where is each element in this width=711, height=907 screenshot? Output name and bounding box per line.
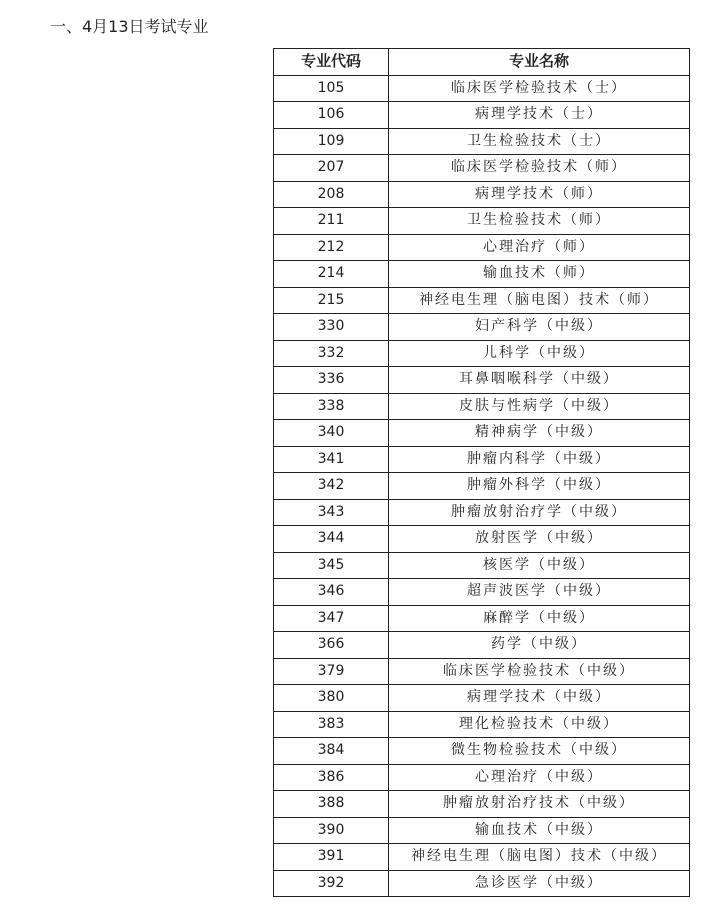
major-name: 核医学（中级） bbox=[389, 552, 690, 579]
table-header-row bbox=[274, 49, 690, 76]
exam-majors-table bbox=[273, 48, 690, 897]
major-name: 肿瘤放射治疗技术（中级） bbox=[389, 791, 690, 818]
major-name: 耳鼻咽喉科学（中级） bbox=[389, 367, 690, 394]
major-name: 妇产科学（中级） bbox=[389, 314, 690, 341]
major-code: 346 bbox=[274, 579, 389, 606]
major-name: 放射医学（中级） bbox=[389, 526, 690, 553]
major-code: 380 bbox=[274, 685, 389, 712]
major-name: 卫生检验技术（师） bbox=[389, 208, 690, 235]
major-name: 病理学技术（中级） bbox=[389, 685, 690, 712]
major-name: 儿科学（中级） bbox=[389, 340, 690, 367]
major-name: 输血技术（师） bbox=[389, 261, 690, 288]
major-name: 麻醉学（中级） bbox=[389, 605, 690, 632]
major-code: 208 bbox=[274, 181, 389, 208]
major-name: 临床医学检验技术（中级） bbox=[389, 658, 690, 685]
table-row bbox=[274, 791, 690, 818]
table-row bbox=[274, 446, 690, 473]
table-row bbox=[274, 711, 690, 738]
major-name: 心理治疗（中级） bbox=[389, 764, 690, 791]
table-row bbox=[274, 764, 690, 791]
major-code: 109 bbox=[274, 128, 389, 155]
major-code: 392 bbox=[274, 870, 389, 897]
major-name: 心理治疗（师） bbox=[389, 234, 690, 261]
major-name: 精神病学（中级） bbox=[389, 420, 690, 447]
major-code: 211 bbox=[274, 208, 389, 235]
table-row bbox=[274, 75, 690, 102]
major-code: 336 bbox=[274, 367, 389, 394]
table-row bbox=[274, 287, 690, 314]
major-code: 212 bbox=[274, 234, 389, 261]
section-heading: 一、4月13日考试专业 bbox=[50, 17, 209, 36]
major-name: 病理学技术（士） bbox=[389, 102, 690, 129]
major-code: 345 bbox=[274, 552, 389, 579]
table-row bbox=[274, 685, 690, 712]
major-name: 肿瘤外科学（中级） bbox=[389, 473, 690, 500]
table-row bbox=[274, 102, 690, 129]
major-name: 临床医学检验技术（师） bbox=[389, 155, 690, 182]
table-row bbox=[274, 128, 690, 155]
major-name: 肿瘤内科学（中级） bbox=[389, 446, 690, 473]
major-code: 214 bbox=[274, 261, 389, 288]
major-code: 330 bbox=[274, 314, 389, 341]
major-code: 344 bbox=[274, 526, 389, 553]
header-code: 专业代码 bbox=[274, 49, 389, 76]
table-row bbox=[274, 658, 690, 685]
table-row bbox=[274, 314, 690, 341]
major-code: 383 bbox=[274, 711, 389, 738]
table-row bbox=[274, 420, 690, 447]
table-row bbox=[274, 738, 690, 765]
major-name: 微生物检验技术（中级） bbox=[389, 738, 690, 765]
major-name: 皮肤与性病学（中级） bbox=[389, 393, 690, 420]
major-name: 神经电生理（脑电图）技术（师） bbox=[389, 287, 690, 314]
major-code: 379 bbox=[274, 658, 389, 685]
table-row bbox=[274, 605, 690, 632]
major-code: 388 bbox=[274, 791, 389, 818]
major-code: 338 bbox=[274, 393, 389, 420]
major-code: 342 bbox=[274, 473, 389, 500]
major-name: 神经电生理（脑电图）技术（中级） bbox=[389, 844, 690, 871]
major-name: 卫生检验技术（士） bbox=[389, 128, 690, 155]
header-name: 专业名称 bbox=[389, 49, 690, 76]
major-name: 药学（中级） bbox=[389, 632, 690, 659]
major-code: 386 bbox=[274, 764, 389, 791]
table-row bbox=[274, 870, 690, 897]
table-row bbox=[274, 261, 690, 288]
major-code: 343 bbox=[274, 499, 389, 526]
major-name: 病理学技术（师） bbox=[389, 181, 690, 208]
table-row bbox=[274, 526, 690, 553]
major-code: 106 bbox=[274, 102, 389, 129]
major-name: 急诊医学（中级） bbox=[389, 870, 690, 897]
table-row bbox=[274, 844, 690, 871]
table-row bbox=[274, 234, 690, 261]
table-row bbox=[274, 208, 690, 235]
major-code: 207 bbox=[274, 155, 389, 182]
major-code: 390 bbox=[274, 817, 389, 844]
table-row bbox=[274, 181, 690, 208]
major-code: 347 bbox=[274, 605, 389, 632]
table-row bbox=[274, 367, 690, 394]
major-name: 理化检验技术（中级） bbox=[389, 711, 690, 738]
table-row bbox=[274, 817, 690, 844]
table-row bbox=[274, 552, 690, 579]
major-code: 366 bbox=[274, 632, 389, 659]
major-code: 105 bbox=[274, 75, 389, 102]
major-code: 215 bbox=[274, 287, 389, 314]
major-code: 384 bbox=[274, 738, 389, 765]
table-row bbox=[274, 632, 690, 659]
major-code: 332 bbox=[274, 340, 389, 367]
major-code: 341 bbox=[274, 446, 389, 473]
table-row bbox=[274, 473, 690, 500]
table-row bbox=[274, 579, 690, 606]
table-row bbox=[274, 393, 690, 420]
major-name: 超声波医学（中级） bbox=[389, 579, 690, 606]
major-code: 340 bbox=[274, 420, 389, 447]
major-name: 肿瘤放射治疗学（中级） bbox=[389, 499, 690, 526]
major-name: 临床医学检验技术（士） bbox=[389, 75, 690, 102]
major-name: 输血技术（中级） bbox=[389, 817, 690, 844]
table-row bbox=[274, 155, 690, 182]
major-code: 391 bbox=[274, 844, 389, 871]
table-row bbox=[274, 340, 690, 367]
table-row bbox=[274, 499, 690, 526]
